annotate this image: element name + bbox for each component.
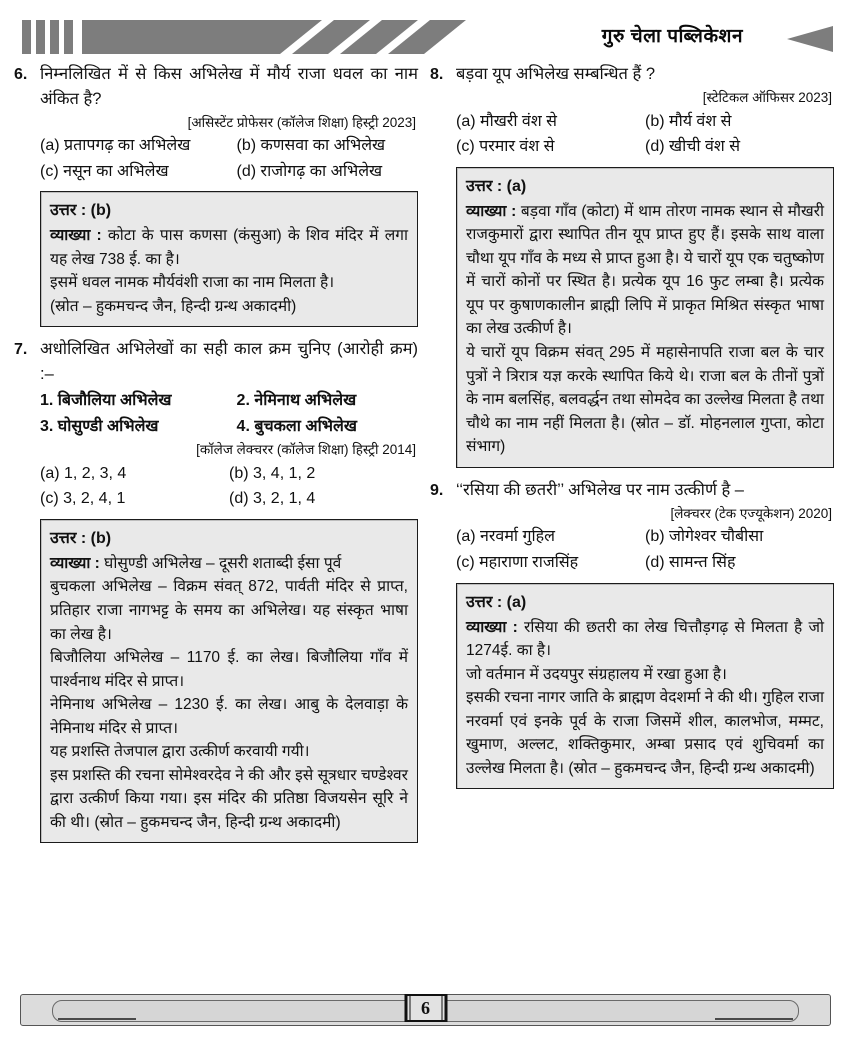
- question-8-text: बड़वा यूप अभिलेख सम्बन्धित हैं ?: [456, 65, 655, 83]
- content-columns: [0, 62, 851, 853]
- option-row: [40, 159, 418, 185]
- question-6-text: निम्नलिखित में से किस अभिलेख में मौर्य राजा धवल का नाम अंकित है?: [40, 65, 418, 108]
- left-column: [14, 62, 418, 853]
- explanation-paragraph: इसमें धवल नामक मौर्यवंशी राजा का नाम मिलता है।: [50, 274, 335, 292]
- question-7-item-1: 1. बिजौलिया अभिलेख: [40, 391, 172, 409]
- header-decorative-graphic: [22, 20, 602, 54]
- question-9-head: [430, 478, 834, 503]
- explanation-text: कोटा के पास कणसा (कंसुआ) के शिव मंदिर में लगा यह लेख 738 ई. का है।: [50, 227, 408, 268]
- answer-label: उत्तर :: [466, 593, 503, 611]
- question-7-answer-box: [40, 519, 418, 844]
- explanation-paragraph: [50, 552, 408, 576]
- question-6-option-b[interactable]: (b) कणसवा का अभिलेख: [236, 137, 386, 155]
- left-arrow-icon: [787, 26, 833, 52]
- page-footer: [0, 988, 851, 1032]
- question-6: [14, 62, 418, 327]
- explanation-paragraph: इसकी रचना नागर जाति के ब्राह्मण वेदशर्मा ने की थी। गुहिल राजा नरवर्मा एवं इनके पूर्व के राजा जिसमें शील, कालभोज, मम्मट, खुमाण, अल्लट, शक्तिकुमार, अम्बा प्रसाद एवं शुचिवर्मा का उल्लेख मिलता है। (स्रोत – हुकमचन्द जैन, हिन्दी ग्रन्थ अकादमी): [466, 689, 824, 777]
- explanation-text: रसिया की छतरी का लेख चित्तौड़गढ़ से मिलता है जो 1274ई. का है।: [466, 618, 824, 660]
- question-7-item-2: 2. नेमिनाथ अभिलेख: [236, 391, 357, 409]
- page-number: 6: [421, 998, 430, 1018]
- question-9-explanation: [466, 616, 824, 781]
- explanation-paragraph: [50, 224, 408, 271]
- question-8-option-b[interactable]: (b) मौर्य वंश से: [645, 112, 732, 130]
- question-9-option-c[interactable]: (c) महाराणा राजसिंह: [456, 553, 579, 571]
- question-7-number: 7.: [14, 341, 28, 359]
- explanation-paragraph: जो वर्तमान में उदयपुर संग्रहालय में रखा हुआ है।: [466, 665, 727, 683]
- question-9-option-a[interactable]: (a) नरवर्मा गुहिल: [456, 528, 555, 546]
- explanation-paragraph: बुचकला अभिलेख – विक्रम संवत् 872, पार्वती मंदिर से प्राप्त, प्रतिहार राजा नागभट्ट के समय का अभिलेख। यह संस्कृत भाषा का लेख है।: [50, 578, 408, 643]
- explanation-paragraph: नेमिनाथ अभिलेख – 1230 ई. का लेख। आबु के देलवाड़ा के नेमिनाथ मंदिर से प्राप्त।: [50, 696, 408, 737]
- question-9-answer-value: (a): [506, 593, 527, 611]
- question-8-answer-value: (a): [506, 177, 527, 195]
- question-6-option-a[interactable]: (a) प्रतापगढ़ का अभिलेख: [40, 137, 191, 155]
- question-6-option-c[interactable]: (c) नसून का अभिलेख: [40, 162, 169, 180]
- sub-item-row: [40, 414, 418, 440]
- question-8-answer-box: [456, 167, 834, 468]
- question-6-source: [असिस्टेंट प्रोफेसर (कॉलेज शिक्षा) हिस्ट्री 2023]: [187, 114, 416, 130]
- question-9-number: 9.: [430, 481, 444, 499]
- question-7-option-a[interactable]: (a) 1, 2, 3, 4: [40, 464, 127, 482]
- question-9-answer-box: [456, 583, 834, 790]
- question-9-text: ‘‘रसिया की छतरी’’ अभिलेख पर नाम उत्कीर्ण है –: [456, 480, 744, 499]
- question-8: [430, 62, 834, 468]
- page-number-right-bar: [441, 996, 445, 1020]
- footer-right-rule: [715, 1018, 793, 1020]
- publisher-brand-title: गुरु चेला पब्लिकेशन: [601, 26, 743, 47]
- question-9-option-d[interactable]: (d) सामन्त सिंह: [645, 553, 736, 571]
- question-8-option-a[interactable]: (a) मौखरी वंश से: [456, 112, 557, 130]
- question-8-explanation: [466, 200, 824, 459]
- question-8-head: [430, 62, 834, 87]
- sub-item-row: [40, 388, 418, 414]
- explanation-paragraph: यह प्रशस्ति तेजपाल द्वारा उत्कीर्ण करवायी गयी।: [50, 743, 310, 761]
- question-7-option-b[interactable]: (b) 3, 4, 1, 2: [229, 464, 316, 482]
- explanation-label: व्याख्या :: [50, 227, 102, 245]
- question-6-options: [40, 133, 418, 184]
- explanation-paragraph: इस प्रशस्ति की रचना सोमेश्वरदेव ने की और इसे सूत्रधार चण्डेश्वर द्वारा उत्कीर्ण किया गया। इस मंदिर की प्रतिष्ठा विजयसेन सूरि ने की थी। (स्रोत – हुकमचन्द जैन, हिन्दी ग्रन्थ अकादमी): [50, 766, 408, 831]
- question-7-item-3: 3. घोसुण्डी अभिलेख: [40, 417, 159, 435]
- question-8-answer-line: [466, 175, 824, 199]
- option-row: [456, 109, 834, 135]
- page-header: [0, 0, 851, 62]
- question-7-text: अधोलिखित अभिलेखों का सही काल क्रम चुनिए (आरोही क्रम) :–: [40, 340, 418, 384]
- explanation-source: (स्रोत – हुकमचन्द जैन, हिन्दी ग्रन्थ अकादमी): [50, 297, 297, 315]
- question-7-explanation: [50, 552, 408, 835]
- question-9-source: [लेक्चरर (टेक एज्यूकेशन) 2020]: [670, 505, 832, 521]
- explanation-label: व्याख्या :: [50, 554, 100, 572]
- option-row: [456, 134, 834, 160]
- question-7: [14, 337, 418, 843]
- question-6-explanation: [50, 224, 408, 318]
- option-row: [40, 133, 418, 159]
- explanation-paragraph: बिजौलिया अभिलेख – 1170 ई. का लेख। बिजौलिया गाँव में पार्श्वनाथ मंदिर से प्राप्त।: [50, 649, 408, 690]
- question-8-options: [456, 109, 834, 160]
- question-8-number: 8.: [430, 66, 444, 83]
- question-8-option-d[interactable]: (d) खीची वंश से: [645, 138, 741, 156]
- explanation-label: व्याख्या :: [466, 202, 517, 220]
- question-6-option-d[interactable]: (d) राजोगढ़ का अभिलेख: [236, 162, 383, 180]
- option-row: [40, 486, 418, 512]
- question-9: [430, 478, 834, 790]
- question-6-answer-box: [40, 191, 418, 327]
- question-7-option-d[interactable]: (d) 3, 2, 1, 4: [229, 490, 316, 508]
- question-8-source: [स्टेटिकल ऑफिसर 2023]: [702, 90, 832, 105]
- option-row: [40, 461, 418, 487]
- explanation-label: व्याख्या :: [466, 618, 518, 636]
- question-7-option-c[interactable]: (c) 3, 2, 4, 1: [40, 490, 126, 508]
- question-9-answer-line: [466, 591, 824, 615]
- page-number-box: [404, 994, 447, 1022]
- question-7-answer-line: [50, 527, 408, 551]
- option-row: [456, 524, 834, 550]
- answer-label: उत्तर :: [50, 529, 87, 547]
- right-column: [430, 62, 834, 799]
- question-7-options: [40, 461, 418, 512]
- answer-label: उत्तर :: [466, 177, 503, 195]
- question-6-answer-line: [50, 199, 408, 223]
- explanation-paragraph: [466, 200, 824, 341]
- explanation-text: बड़वा गाँव (कोटा) में थाम तोरण नामक स्थान से मौखरी राजकुमारों द्वारा स्थापित तीन यूप प्राप्त हुए हैं। इसके साथ वाला चौथा यूप गाँव के मध्य से प्राप्त हुआ है। ये चारों यूप एक चतुष्कोण में चारों कोनों पर स्थित है। प्रत्येक यूप 16 फुट लम्बा है। प्रत्येक यूप पर कुषाणकालीन ब्राह्मी लिपि में प्राकृत मिश्रित संस्कृत भाषा का लेख उत्कीर्ण है।: [466, 202, 824, 338]
- explanation-paragraph: ये चारों यूप विक्रम संवत् 295 में महासेनापति राजा बल के चार पुत्रों ने त्रिरात्र यज्ञ करके स्थापित किये थे। राजा बल के तीनों पुत्रों के नाम बलसिंह, बलवर्द्धन तथा सोमदेव का उल्लेख मिलता है तथा चौथे का नाम नहीं मिलता है। (स्रोत – डॉ. मोहनलाल गुप्ता, कोटा संभाग): [466, 344, 824, 456]
- option-row: [456, 550, 834, 576]
- question-7-item-4: 4. बुचकला अभिलेख: [236, 417, 357, 435]
- question-7-sub-items: [40, 388, 418, 439]
- explanation-paragraph: [466, 616, 824, 663]
- question-6-answer-value: (b): [90, 202, 112, 220]
- footer-left-rule: [58, 1018, 136, 1020]
- question-6-number: 6.: [14, 66, 28, 83]
- answer-label: उत्तर :: [50, 202, 87, 220]
- question-6-head: [14, 62, 418, 112]
- question-9-options: [456, 524, 834, 575]
- question-7-source: [कॉलेज लेक्चरर (कॉलेज शिक्षा) हिस्ट्री 2014]: [196, 442, 416, 458]
- question-9-option-b[interactable]: (b) जोगेश्वर चौबीसा: [645, 528, 764, 546]
- question-7-answer-value: (b): [90, 529, 112, 547]
- question-8-option-c[interactable]: (c) परमार वंश से: [456, 138, 555, 156]
- question-7-head: [14, 337, 418, 387]
- explanation-text: घोसुण्डी अभिलेख – दूसरी शताब्दी ईसा पूर्व: [104, 554, 342, 572]
